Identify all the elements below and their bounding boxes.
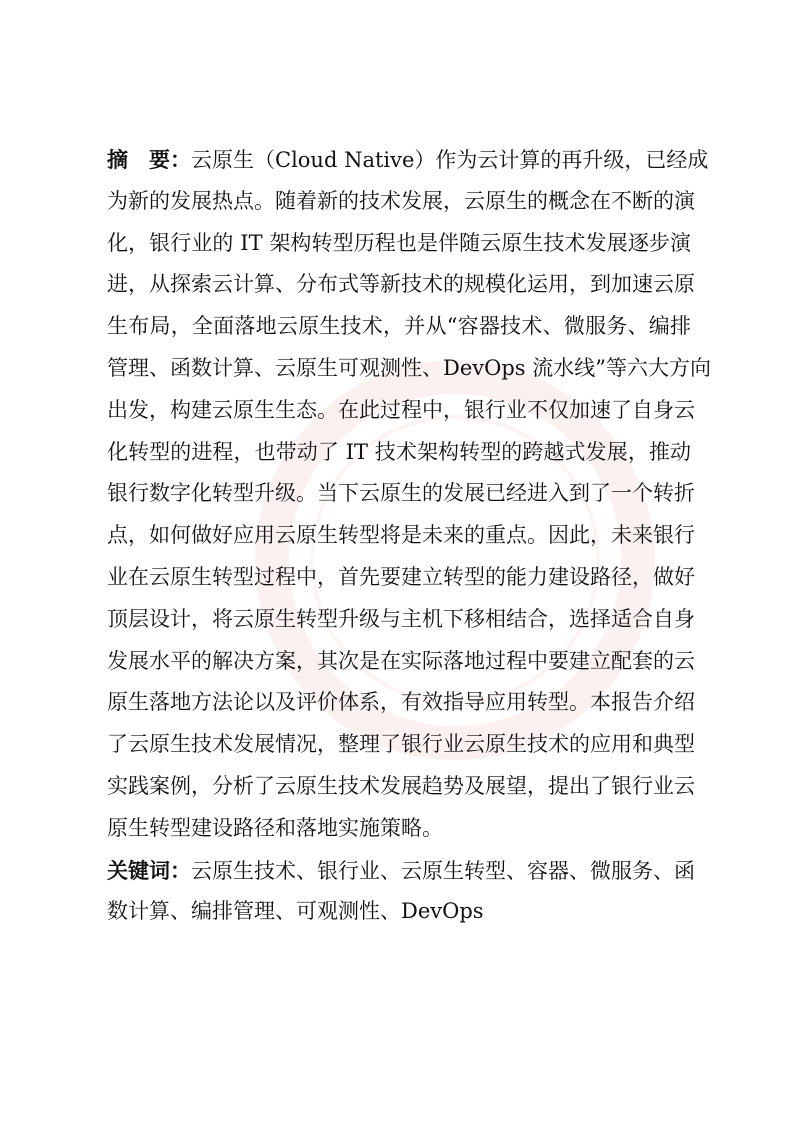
keywords-line: 关键词：云原生技术、银行业、云原生转型、容器、微服务、函 [107, 857, 695, 883]
abstract-line: 业在云原生转型过程中，首先要建立转型的能力建设路径，做好 [107, 564, 695, 589]
abstract-line: 实践案例，分析了云原生技术发展趋势及展望，提出了银行业云 [107, 773, 695, 798]
abstract-line: 为新的发展热点。随着新的技术发展，云原生的概念在不断的演 [107, 188, 695, 213]
abstract-line: 生布局，全面落地云原生技术，并从“容器技术、微服务、编排 [107, 314, 691, 339]
abstract-line: 顶层设计，将云原生转型升级与主机下移相结合，选择适合自身 [107, 606, 695, 631]
abstract-line: 管理、函数计算、云原生可观测性、DevOps 流水线”等六大方向 [107, 355, 711, 380]
abstract-line: 银行数字化转型升级。当下云原生的发展已经进入到了一个转折 [107, 481, 695, 506]
abstract-section [107, 139, 711, 933]
keywords-line: 数计算、编排管理、可观测性、DevOps [107, 899, 484, 924]
abstract-line: 化，银行业的 IT 架构转型历程也是伴随云原生技术发展逐步演 [107, 230, 691, 255]
abstract-label: 摘 要： [107, 147, 191, 172]
abstract-line: 点，如何做好应用云原生转型将是未来的重点。因此，未来银行 [107, 523, 695, 548]
abstract-line: 化转型的进程，也带动了 IT 技术架构转型的跨越式发展，推动 [107, 439, 691, 464]
abstract-line: 发展水平的解决方案，其次是在实际落地过程中要建立配套的云 [107, 648, 695, 673]
abstract-line: 进，从探索云计算、分布式等新技术的规模化运用，到加速云原 [107, 272, 695, 297]
abstract-line: 原生落地方法论以及评价体系，有效指导应用转型。本报告介绍 [107, 690, 695, 715]
keywords-label: 关键词： [107, 857, 191, 883]
abstract-line: 摘 要：云原生（Cloud Native）作为云计算的再升级，已经成 [107, 147, 709, 172]
abstract-line: 了云原生技术发展情况，整理了银行业云原生技术的应用和典型 [107, 732, 695, 757]
abstract-line: 出发，构建云原生生态。在此过程中，银行业不仅加速了自身云 [107, 397, 695, 422]
abstract-line: 原生转型建设路径和落地实施策略。 [107, 815, 443, 840]
